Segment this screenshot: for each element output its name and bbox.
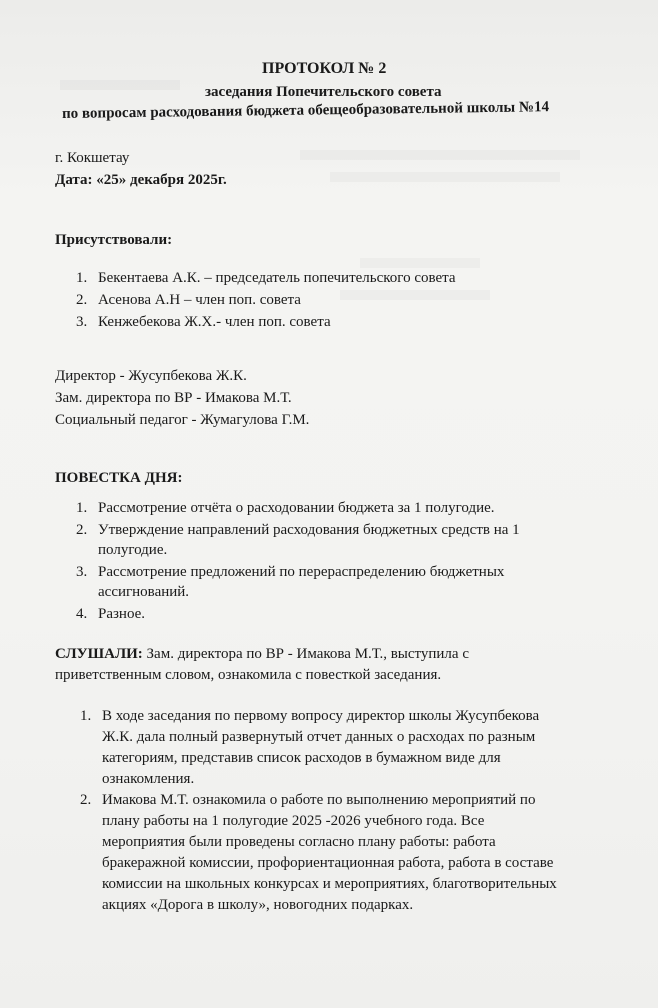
list-text: категориям, представив список расходов в бумажном виде для (102, 750, 501, 766)
list-text: полугодие. (98, 542, 168, 558)
list-number: 1. (76, 270, 88, 286)
list-item (76, 290, 301, 310)
list-item (76, 312, 331, 332)
list-text: Рассмотрение отчёта о расходовании бюджета за 1 полугодие. (98, 500, 495, 516)
list-text: Бекентаева А.К. – председатель попечительского совета (98, 270, 456, 286)
list-text: Утверждение направлений расходования бюджетных средств на 1 (98, 522, 520, 538)
staff-deputy: Зам. директора по ВР - Имакова М.Т. (55, 390, 292, 406)
bleed-through-mark (60, 80, 180, 90)
list-text: ознакомления. (102, 771, 195, 787)
list-number: 4. (76, 606, 88, 622)
list-number: 3. (76, 564, 88, 580)
staff-social-teacher: Социальный педагог - Жумагулова Г.М. (55, 412, 310, 428)
list-item (76, 604, 146, 624)
heard-paragraph (55, 644, 635, 686)
list-number: 3. (76, 314, 88, 330)
staff-director: Директор - Жусупбекова Ж.К. (55, 368, 247, 384)
list-text: Ж.К. дала полный развернутый отчет данных о расходах по разным (102, 729, 536, 745)
date-line: Дата: «25» декабря 2025г. (55, 172, 227, 188)
list-text: Рассмотрение предложений по перераспределению бюджетных (98, 564, 505, 580)
list-number: 2. (80, 792, 92, 808)
document-subject: по вопросам расходования бюджета обещеобразовательной школы №14 (62, 99, 550, 122)
list-text: Кенжебекова Ж.Х.- член поп. совета (98, 314, 331, 330)
bleed-through-mark (330, 172, 560, 182)
list-text: комиссии на школьных конкурсах и мероприятиях, благотворительных (102, 876, 557, 892)
agenda-heading: ПОВЕСТКА ДНЯ: (55, 470, 183, 486)
bleed-through-mark (300, 150, 580, 160)
document-title: ПРОТОКОЛ № 2 (262, 60, 387, 77)
list-text: бракеражной комиссии, профориентационная работа, работа в составе (102, 855, 554, 871)
list-text: В ходе заседания по первому вопросу директор школы Жусупбекова (102, 708, 540, 724)
document-subtitle: заседания Попечительского совета (205, 84, 442, 100)
list-item (76, 562, 505, 602)
list-number: 1. (76, 500, 88, 516)
list-item (76, 520, 520, 560)
list-number: 1. (80, 708, 92, 724)
list-number: 2. (76, 522, 88, 538)
list-item (76, 498, 495, 518)
bleed-through-mark (340, 290, 490, 300)
heard-text: приветственным словом, ознакомила с повесткой заседания. (55, 667, 442, 683)
list-text: Разное. (98, 606, 146, 622)
heard-text: Зам. директора по ВР - Имакова М.Т., выступила с (142, 646, 469, 662)
list-text: Имакова М.Т. ознакомила о работе по выполнению мероприятий по (102, 792, 536, 808)
heard-label: СЛУШАЛИ: (55, 646, 143, 662)
list-text: ассигнований. (98, 584, 190, 600)
list-text: Асенова А.Н – член поп. совета (98, 292, 301, 308)
list-text: акциях «Дорога в школу», новогодних подарках. (102, 897, 414, 913)
list-text: мероприятия были проведены согласно плану работы: работа (102, 834, 496, 850)
list-text: плану работы на 1 полугодие 2025 -2026 учебного года. Все (102, 813, 485, 829)
list-item (80, 706, 540, 790)
list-item (76, 268, 456, 288)
list-number: 2. (76, 292, 88, 308)
attendees-heading: Присутствовали: (55, 232, 173, 248)
list-item (80, 790, 557, 916)
bleed-through-mark (360, 258, 480, 268)
city-line: г. Кокшетау (55, 150, 130, 166)
